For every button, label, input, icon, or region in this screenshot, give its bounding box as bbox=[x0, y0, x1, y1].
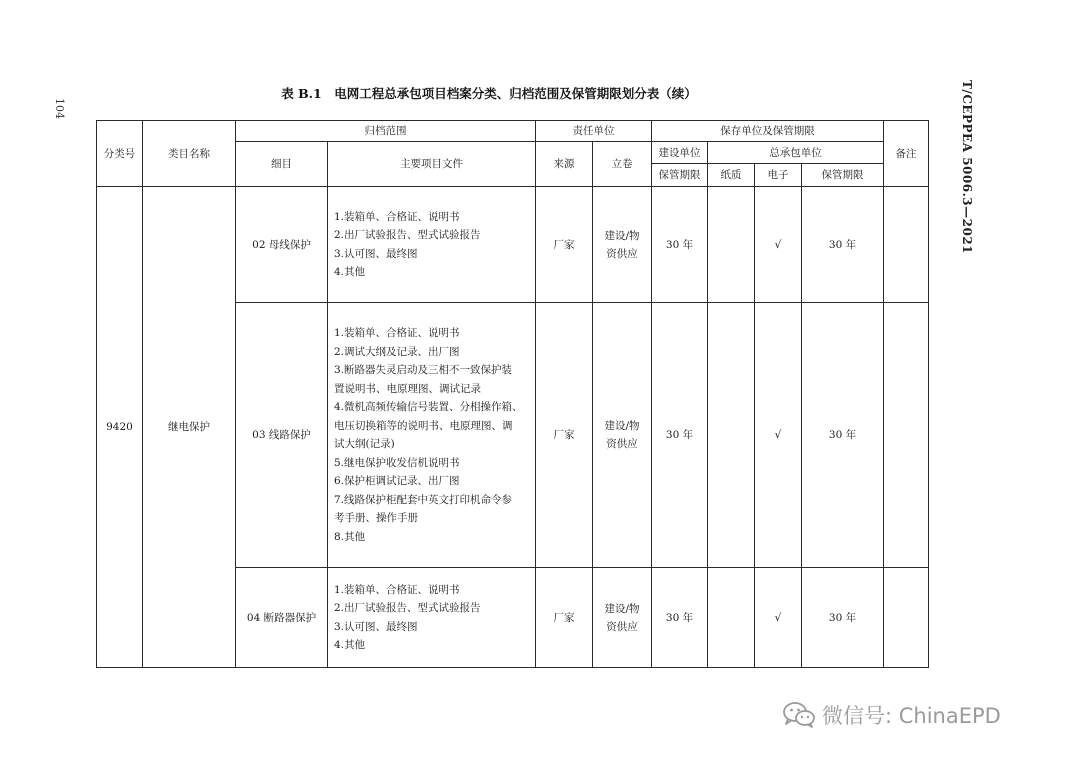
doc-line: 4.其他 bbox=[334, 639, 366, 651]
contractor-period-cell: 30 年 bbox=[802, 568, 884, 668]
header-source: 来源 bbox=[536, 142, 593, 187]
remarks-cell bbox=[884, 303, 929, 568]
class-no-cell: 9420 bbox=[97, 187, 143, 668]
standard-code: T/CEPPEA 5006.3—2021 bbox=[960, 80, 974, 255]
wechat-icon bbox=[782, 701, 816, 729]
header-responsible: 责任单位 bbox=[536, 121, 652, 142]
header-keep-unit: 保存单位及保管期限 bbox=[652, 121, 884, 142]
header-build-unit: 建设单位 bbox=[652, 142, 708, 164]
header-remarks: 备注 bbox=[884, 121, 929, 187]
table-row bbox=[97, 187, 929, 303]
page-number: 104 bbox=[53, 98, 66, 119]
header-build-period: 保管期限 bbox=[652, 164, 708, 187]
header-item: 细目 bbox=[236, 142, 328, 187]
remarks-cell bbox=[884, 568, 929, 668]
electronic-cell: √ bbox=[755, 568, 802, 668]
source-cell: 厂家 bbox=[536, 187, 593, 303]
electronic-cell: √ bbox=[755, 303, 802, 568]
docs-cell bbox=[328, 568, 536, 668]
filing-line: 资供应 bbox=[606, 247, 638, 260]
doc-line: 4.其他 bbox=[334, 266, 366, 278]
table-title: 表 B.1 电网工程总承包项目档案分类、归档范围及保管期限划分表（续） bbox=[281, 86, 697, 101]
filing-cell bbox=[593, 187, 652, 303]
header-archive-scope: 归档范围 bbox=[236, 121, 536, 142]
doc-line: 5.继电保护收发信机说明书 bbox=[334, 456, 460, 469]
archive-classification-table bbox=[96, 120, 929, 668]
watermark bbox=[782, 700, 1001, 730]
doc-line: 3.断路器失灵启动及三相不一致保护装 bbox=[334, 364, 513, 376]
doc-line: 1.装箱单、合格证、说明书 bbox=[334, 583, 460, 596]
header-docs: 主要项目文件 bbox=[328, 142, 536, 187]
electronic-cell: √ bbox=[755, 187, 802, 303]
item-cell: 03 线路保护 bbox=[236, 303, 328, 568]
filing-line: 建设/物 bbox=[604, 229, 640, 242]
build-period-cell: 30 年 bbox=[652, 568, 708, 668]
docs-cell bbox=[328, 303, 536, 568]
doc-line: 电压切换箱等的说明书、电原理图、调 bbox=[334, 419, 513, 432]
source-cell: 厂家 bbox=[536, 303, 593, 568]
paper-cell bbox=[708, 187, 755, 303]
doc-line: 置说明书、电原理图、调试记录 bbox=[334, 382, 481, 395]
doc-line: 2.调试大纲及记录、出厂图 bbox=[334, 345, 460, 358]
doc-line: 4.微机高频传输信号装置、分相操作箱、 bbox=[334, 401, 523, 413]
docs-cell bbox=[328, 187, 536, 303]
doc-line: 1.装箱单、合格证、说明书 bbox=[334, 210, 460, 223]
doc-line: 2.出厂试验报告、型式试验报告 bbox=[334, 229, 481, 241]
filing-line: 资供应 bbox=[606, 620, 638, 633]
remarks-cell bbox=[884, 187, 929, 303]
filing-line: 资供应 bbox=[606, 438, 638, 450]
class-name-cell: 继电保护 bbox=[143, 187, 236, 668]
doc-line: 3.认可图、最终图 bbox=[334, 247, 418, 260]
paper-cell bbox=[708, 568, 755, 668]
paper-cell bbox=[708, 303, 755, 568]
header-paper: 纸质 bbox=[708, 164, 755, 187]
header-class-no: 分类号 bbox=[97, 121, 143, 187]
header-electronic: 电子 bbox=[755, 164, 802, 187]
doc-line: 试大纲(记录) bbox=[334, 438, 395, 450]
header-contractor-period: 保管期限 bbox=[802, 164, 884, 187]
doc-line: 1.装箱单、合格证、说明书 bbox=[334, 327, 460, 339]
item-cell: 02 母线保护 bbox=[236, 187, 328, 303]
doc-line: 2.出厂试验报告、型式试验报告 bbox=[334, 602, 481, 614]
header-row-1 bbox=[97, 121, 929, 142]
contractor-period-cell: 30 年 bbox=[802, 187, 884, 303]
watermark-text: 微信号: ChinaEPD bbox=[822, 704, 1001, 728]
doc-line: 考手册、操作手册 bbox=[334, 512, 418, 524]
doc-line: 8.其他 bbox=[334, 530, 366, 543]
header-contractor: 总承包单位 bbox=[708, 142, 884, 164]
header-filing: 立卷 bbox=[593, 142, 652, 187]
build-period-cell: 30 年 bbox=[652, 187, 708, 303]
filing-line: 建设/物 bbox=[604, 420, 640, 432]
item-cell: 04 断路器保护 bbox=[236, 568, 328, 668]
filing-cell bbox=[593, 568, 652, 668]
doc-line: 7.线路保护柜配套中英文打印机命令参 bbox=[334, 493, 513, 506]
filing-line: 建设/物 bbox=[604, 602, 640, 615]
filing-cell bbox=[593, 303, 652, 568]
doc-line: 6.保护柜调试记录、出厂图 bbox=[334, 475, 460, 487]
doc-line: 3.认可图、最终图 bbox=[334, 620, 418, 633]
header-class-name: 类目名称 bbox=[143, 121, 236, 187]
build-period-cell: 30 年 bbox=[652, 303, 708, 568]
source-cell: 厂家 bbox=[536, 568, 593, 668]
contractor-period-cell: 30 年 bbox=[802, 303, 884, 568]
